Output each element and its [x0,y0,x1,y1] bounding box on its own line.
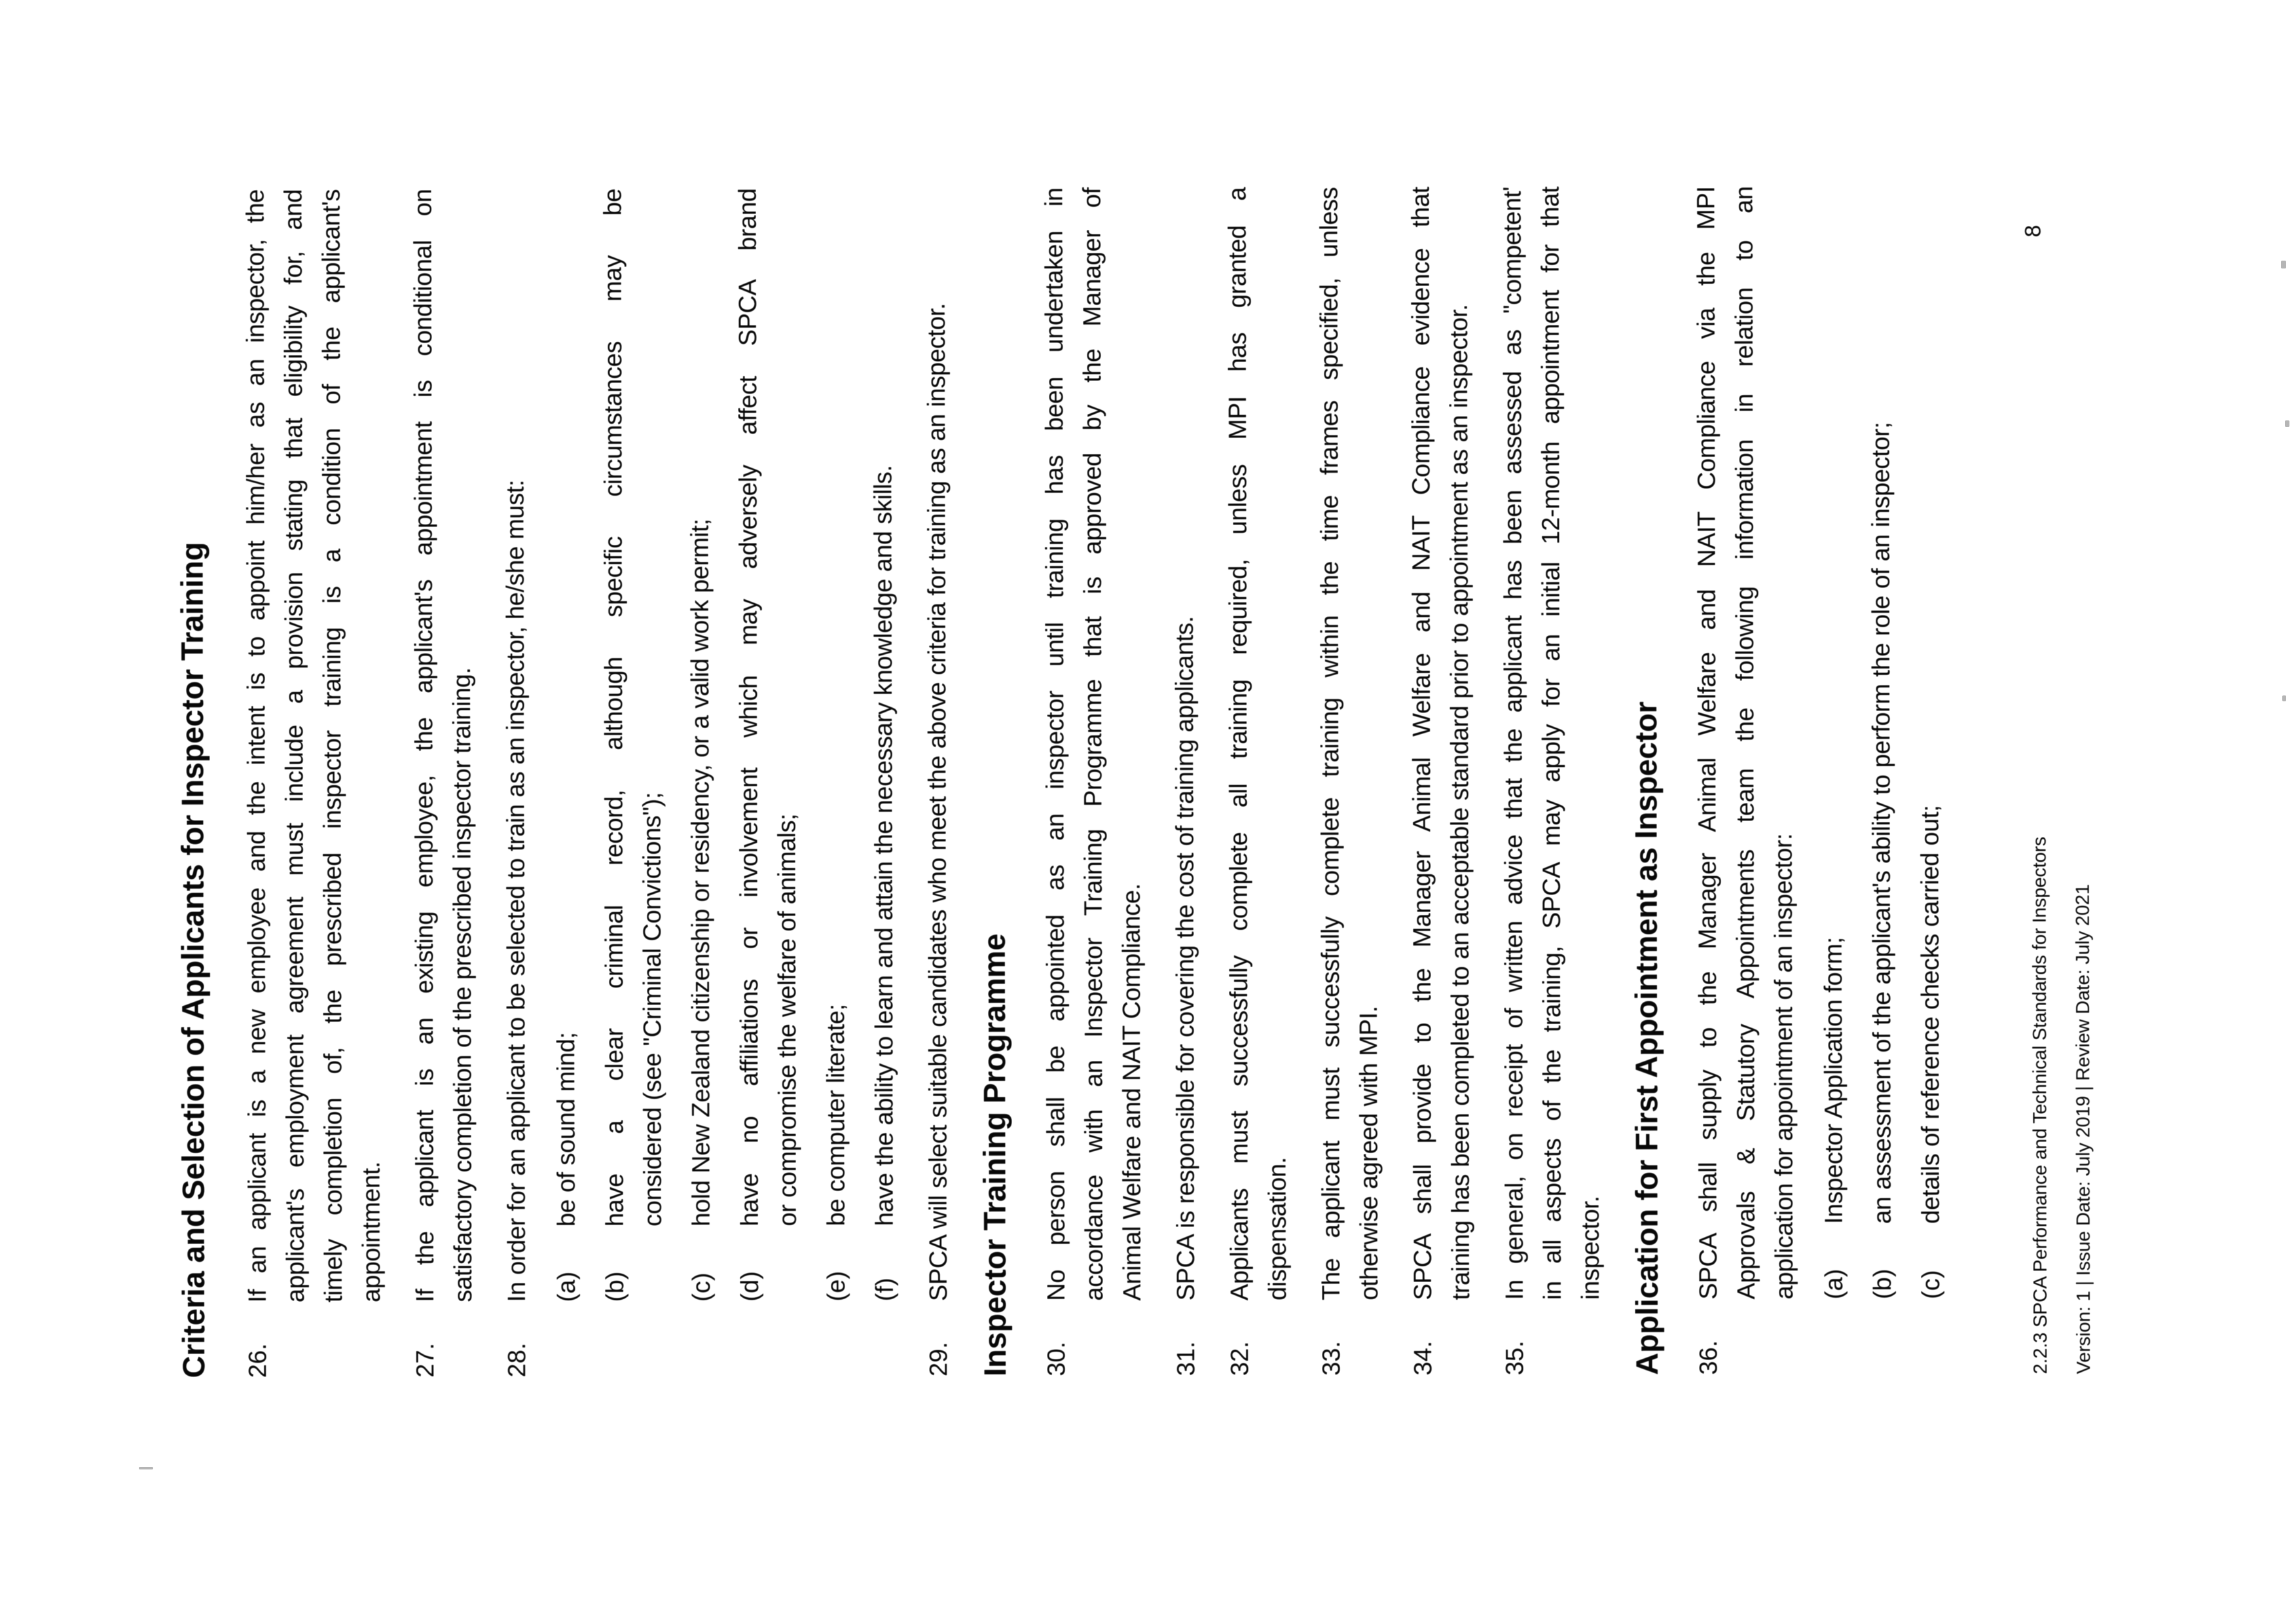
subitem-label: (e) [822,1270,850,1302]
subitem-text [815,188,855,1226]
paragraph-line: appointment. [357,1161,386,1302]
paragraph-line: In general, on receipt of written advice that the applicant has been assessed as "competent' [1499,187,1529,1301]
paragraph-text [1493,187,1610,1300]
paragraph-text [1165,187,1205,1301]
paragraph-line: application for appointment of an inspector: [1770,833,1798,1300]
section-heading-first-appointment: Application for First Appointment as Inspector [1628,701,1665,1375]
paragraph-line: an assessment of the applicant's ability to perform the role of an inspector; [1867,422,1897,1225]
paragraph-number: 34. [1410,1340,1438,1376]
paragraph-35 [1493,187,1610,1375]
paragraph-28 [496,189,536,1377]
paragraph-33 [1310,187,1389,1376]
subitem-label: (f) [871,1278,899,1302]
paragraph-text [1218,187,1297,1301]
paragraph-line: Applicants must successfully complete all training required, unless MPI has granted a [1224,187,1254,1301]
scan-speck [2285,420,2289,427]
paragraph-line: The applicant must successfully complete training within the time frames specified, unless [1315,187,1345,1301]
paragraph-29 [917,188,958,1376]
paragraph-line: No person shall be appointed as an inspector until training has been undertaken in [1040,187,1070,1301]
subitem-text [729,188,807,1226]
paragraph-line: applicant's employment agreement must include a provision stating that eligibility for, and [280,189,310,1303]
scan-speck [139,1467,153,1469]
paragraph-number: 26. [244,1343,272,1378]
paragraph-line: inspector. [1576,1196,1605,1300]
paragraph-line: details of reference checks carried out; [1916,805,1945,1224]
paragraph-number: 30. [1043,1341,1071,1376]
paragraph-line: SPCA shall supply to the Manager Animal Welfare and NAIT Compliance via the MPI [1692,186,1722,1300]
paragraph-line: otherwise agreed with MPI. [1355,1006,1383,1301]
paragraph-number: 28. [503,1342,532,1378]
subitem-text [680,189,720,1227]
paragraph-text [496,189,536,1302]
paragraph-line: be computer literate; [822,1004,850,1227]
paragraph-line: in all aspects of the training, SPCA may apply for an initial 12-month appointment for that [1537,186,1567,1301]
subitem-text [1861,186,1901,1224]
paragraph-text [236,189,391,1302]
footer-doc-title: 2.2.3 SPCA Performance and Technical Standards for Inspectors [2029,836,2052,1375]
subitem-28b [594,189,672,1377]
paragraph-line: satisfactory completion of the prescribed inspector training. [448,667,477,1302]
scan-speck [2281,261,2286,268]
paragraph-line: Approvals & Statutory Appointments team the following information in relation to an [1730,186,1760,1300]
subitem-text [594,189,672,1227]
subitem-label: (b) [601,1271,629,1302]
paragraph-36 [1687,186,1804,1375]
subitem-28e [815,188,856,1376]
subitem-28c [680,189,721,1377]
paragraph-text [1310,187,1389,1301]
paragraph-line: In order for an applicant to be selected to train as an inspector, he/she must: [501,479,531,1302]
paragraph-line: hold New Zealand citizenship or residency, or a valid work permit; [686,519,716,1227]
paragraph-text [917,188,958,1301]
paragraph-number: 33. [1318,1340,1346,1376]
paragraph-number: 32. [1226,1341,1254,1376]
paragraph-line: have the ability to learn and attain the necessary knowledge and skills. [869,465,899,1227]
subitem-28d [729,188,807,1376]
paragraph-line: or compromise the welfare of animals; [773,813,802,1227]
paragraph-line: have no affiliations or involvement which may adversely affect SPCA brand [734,188,764,1227]
paragraph-line: SPCA will select suitable candidates who meet the above criteria for training as an inspector. [922,303,953,1302]
paragraph-line: Animal Welfare and NAIT Compliance. [1118,883,1146,1301]
paragraph-number: 35. [1501,1340,1529,1376]
subitem-36a [1813,186,1853,1375]
paragraph-26 [236,189,391,1378]
subitem-36c [1910,186,1950,1375]
paragraph-line: considered (see "Criminal Convictions"); [638,792,667,1227]
section-heading-training-programme: Inspector Training Programme [976,933,1013,1376]
paragraph-34 [1402,187,1480,1375]
paragraph-text [1687,186,1804,1299]
paragraph-line: be of sound mind; [553,1032,581,1227]
paragraph-31 [1165,187,1205,1376]
subitem-label: (a) [1820,1268,1848,1300]
section-heading-criteria: Criteria and Selection of Applicants for Inspector Training [174,542,211,1378]
subitem-text [1910,186,1950,1224]
paragraph-text [404,189,483,1302]
paragraph-line: have a clear criminal record, although specific circumstances may be [599,188,629,1227]
paragraph-line: If the applicant is an existing employee, the applicant's appointment is conditional on [409,189,439,1302]
subitem-label: (c) [687,1272,716,1302]
page-number: 8 [2020,225,2046,238]
paragraph-line: accordance with an Inspector Training Programme that is approved by the Manager of [1078,187,1108,1301]
paragraph-line: SPCA is responsible for covering the cost of training applicants. [1171,616,1200,1301]
paragraph-number: 36. [1695,1340,1723,1375]
footer-version-info: Version: 1 | Issue Date: July 2019 | Review Date: July 2021 [2072,884,2095,1375]
paragraph-line: dispensation. [1264,1157,1292,1301]
paragraph-number: 31. [1173,1341,1201,1376]
paragraph-line: If an applicant is a new employee and the intent is to appoint him/her as an inspector, the [242,189,272,1303]
subitem-label: (b) [1868,1268,1897,1300]
paragraph-number: 27. [412,1342,440,1378]
subitem-36b [1861,186,1902,1375]
subitem-label: (a) [553,1271,581,1302]
paragraph-line: timely completion of, the prescribed inspector training is a condition of the applicant's [318,189,348,1302]
subitem-text [1813,186,1853,1224]
subitem-text [864,188,903,1226]
paragraph-30 [1035,187,1152,1376]
paragraph-text [1402,187,1480,1300]
paragraph-27 [404,189,483,1377]
paragraph-line: Inspector Application form; [1819,937,1848,1225]
paragraph-line: SPCA shall provide to the Manager Animal Welfare and NAIT Compliance evidence that [1407,187,1437,1301]
scan-speck [2282,695,2286,701]
paragraph-text [1035,187,1152,1301]
subitem-28f [864,188,904,1376]
subitem-label: (d) [736,1271,764,1302]
subitem-label: (c) [1917,1270,1945,1299]
subitem-28a [545,189,586,1377]
paragraph-line: training has been completed to an acceptable standard prior to appointment as an inspector. [1445,304,1475,1301]
subitem-text [545,189,585,1227]
paragraph-number: 29. [925,1342,953,1377]
paragraph-32 [1218,187,1297,1376]
